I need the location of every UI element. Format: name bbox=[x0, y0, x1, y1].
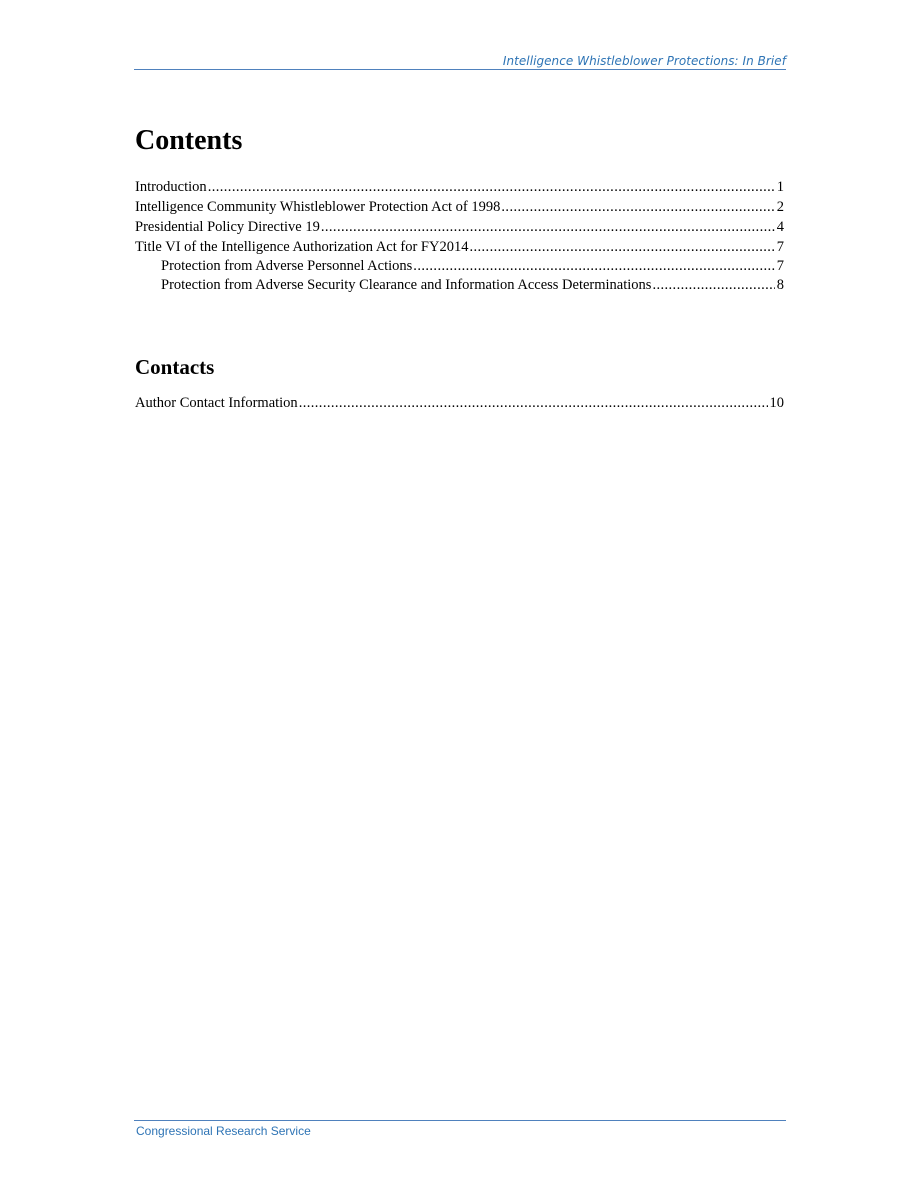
toc-page-number: 8 bbox=[776, 277, 784, 293]
contacts-list bbox=[135, 393, 784, 413]
publisher-name: Congressional Research Service bbox=[136, 1124, 311, 1138]
toc-dot-leader bbox=[652, 276, 774, 295]
toc-entry-label: Protection from Adverse Personnel Actions bbox=[161, 258, 413, 274]
contacts-heading: Contacts bbox=[135, 355, 215, 379]
running-header bbox=[134, 52, 786, 70]
table-of-contents bbox=[135, 177, 784, 295]
toc-page-number: 1 bbox=[776, 179, 784, 195]
toc-entry-ppd-19[interactable] bbox=[135, 217, 784, 237]
toc-entry-author-contact-information[interactable] bbox=[135, 393, 784, 413]
toc-dot-leader bbox=[501, 197, 774, 217]
toc-entry-title-vi[interactable] bbox=[135, 237, 784, 257]
toc-entry-label: Title VI of the Intelligence Authorization Act for FY2014 bbox=[135, 239, 469, 255]
running-footer bbox=[134, 1120, 786, 1139]
toc-entry-label: Presidential Policy Directive 19 bbox=[135, 219, 320, 235]
toc-dot-leader bbox=[321, 217, 775, 237]
toc-dot-leader bbox=[299, 393, 768, 413]
toc-page-number: 7 bbox=[776, 258, 784, 274]
contents-heading: Contents bbox=[135, 125, 243, 156]
toc-entry-introduction[interactable] bbox=[135, 177, 784, 197]
toc-dot-leader bbox=[208, 177, 775, 197]
toc-dot-leader bbox=[469, 237, 774, 257]
toc-entry-security-clearance-determinations[interactable] bbox=[135, 276, 784, 295]
toc-entry-label: Protection from Adverse Security Clearance and Information Access Determinations bbox=[161, 277, 652, 293]
toc-page-number: 4 bbox=[776, 219, 784, 235]
toc-entry-label: Introduction bbox=[135, 179, 207, 195]
running-header-title: Intelligence Whistleblower Protections: In Brief bbox=[502, 54, 786, 68]
toc-entry-adverse-personnel-actions[interactable] bbox=[135, 257, 784, 276]
toc-entry-label: Author Contact Information bbox=[135, 395, 298, 411]
toc-entry-label: Intelligence Community Whistleblower Protection Act of 1998 bbox=[135, 199, 501, 215]
toc-page-number: 2 bbox=[776, 199, 784, 215]
toc-page-number: 10 bbox=[769, 395, 784, 411]
toc-entry-icwpa-1998[interactable] bbox=[135, 197, 784, 217]
toc-page-number: 7 bbox=[776, 239, 784, 255]
toc-dot-leader bbox=[413, 257, 774, 276]
